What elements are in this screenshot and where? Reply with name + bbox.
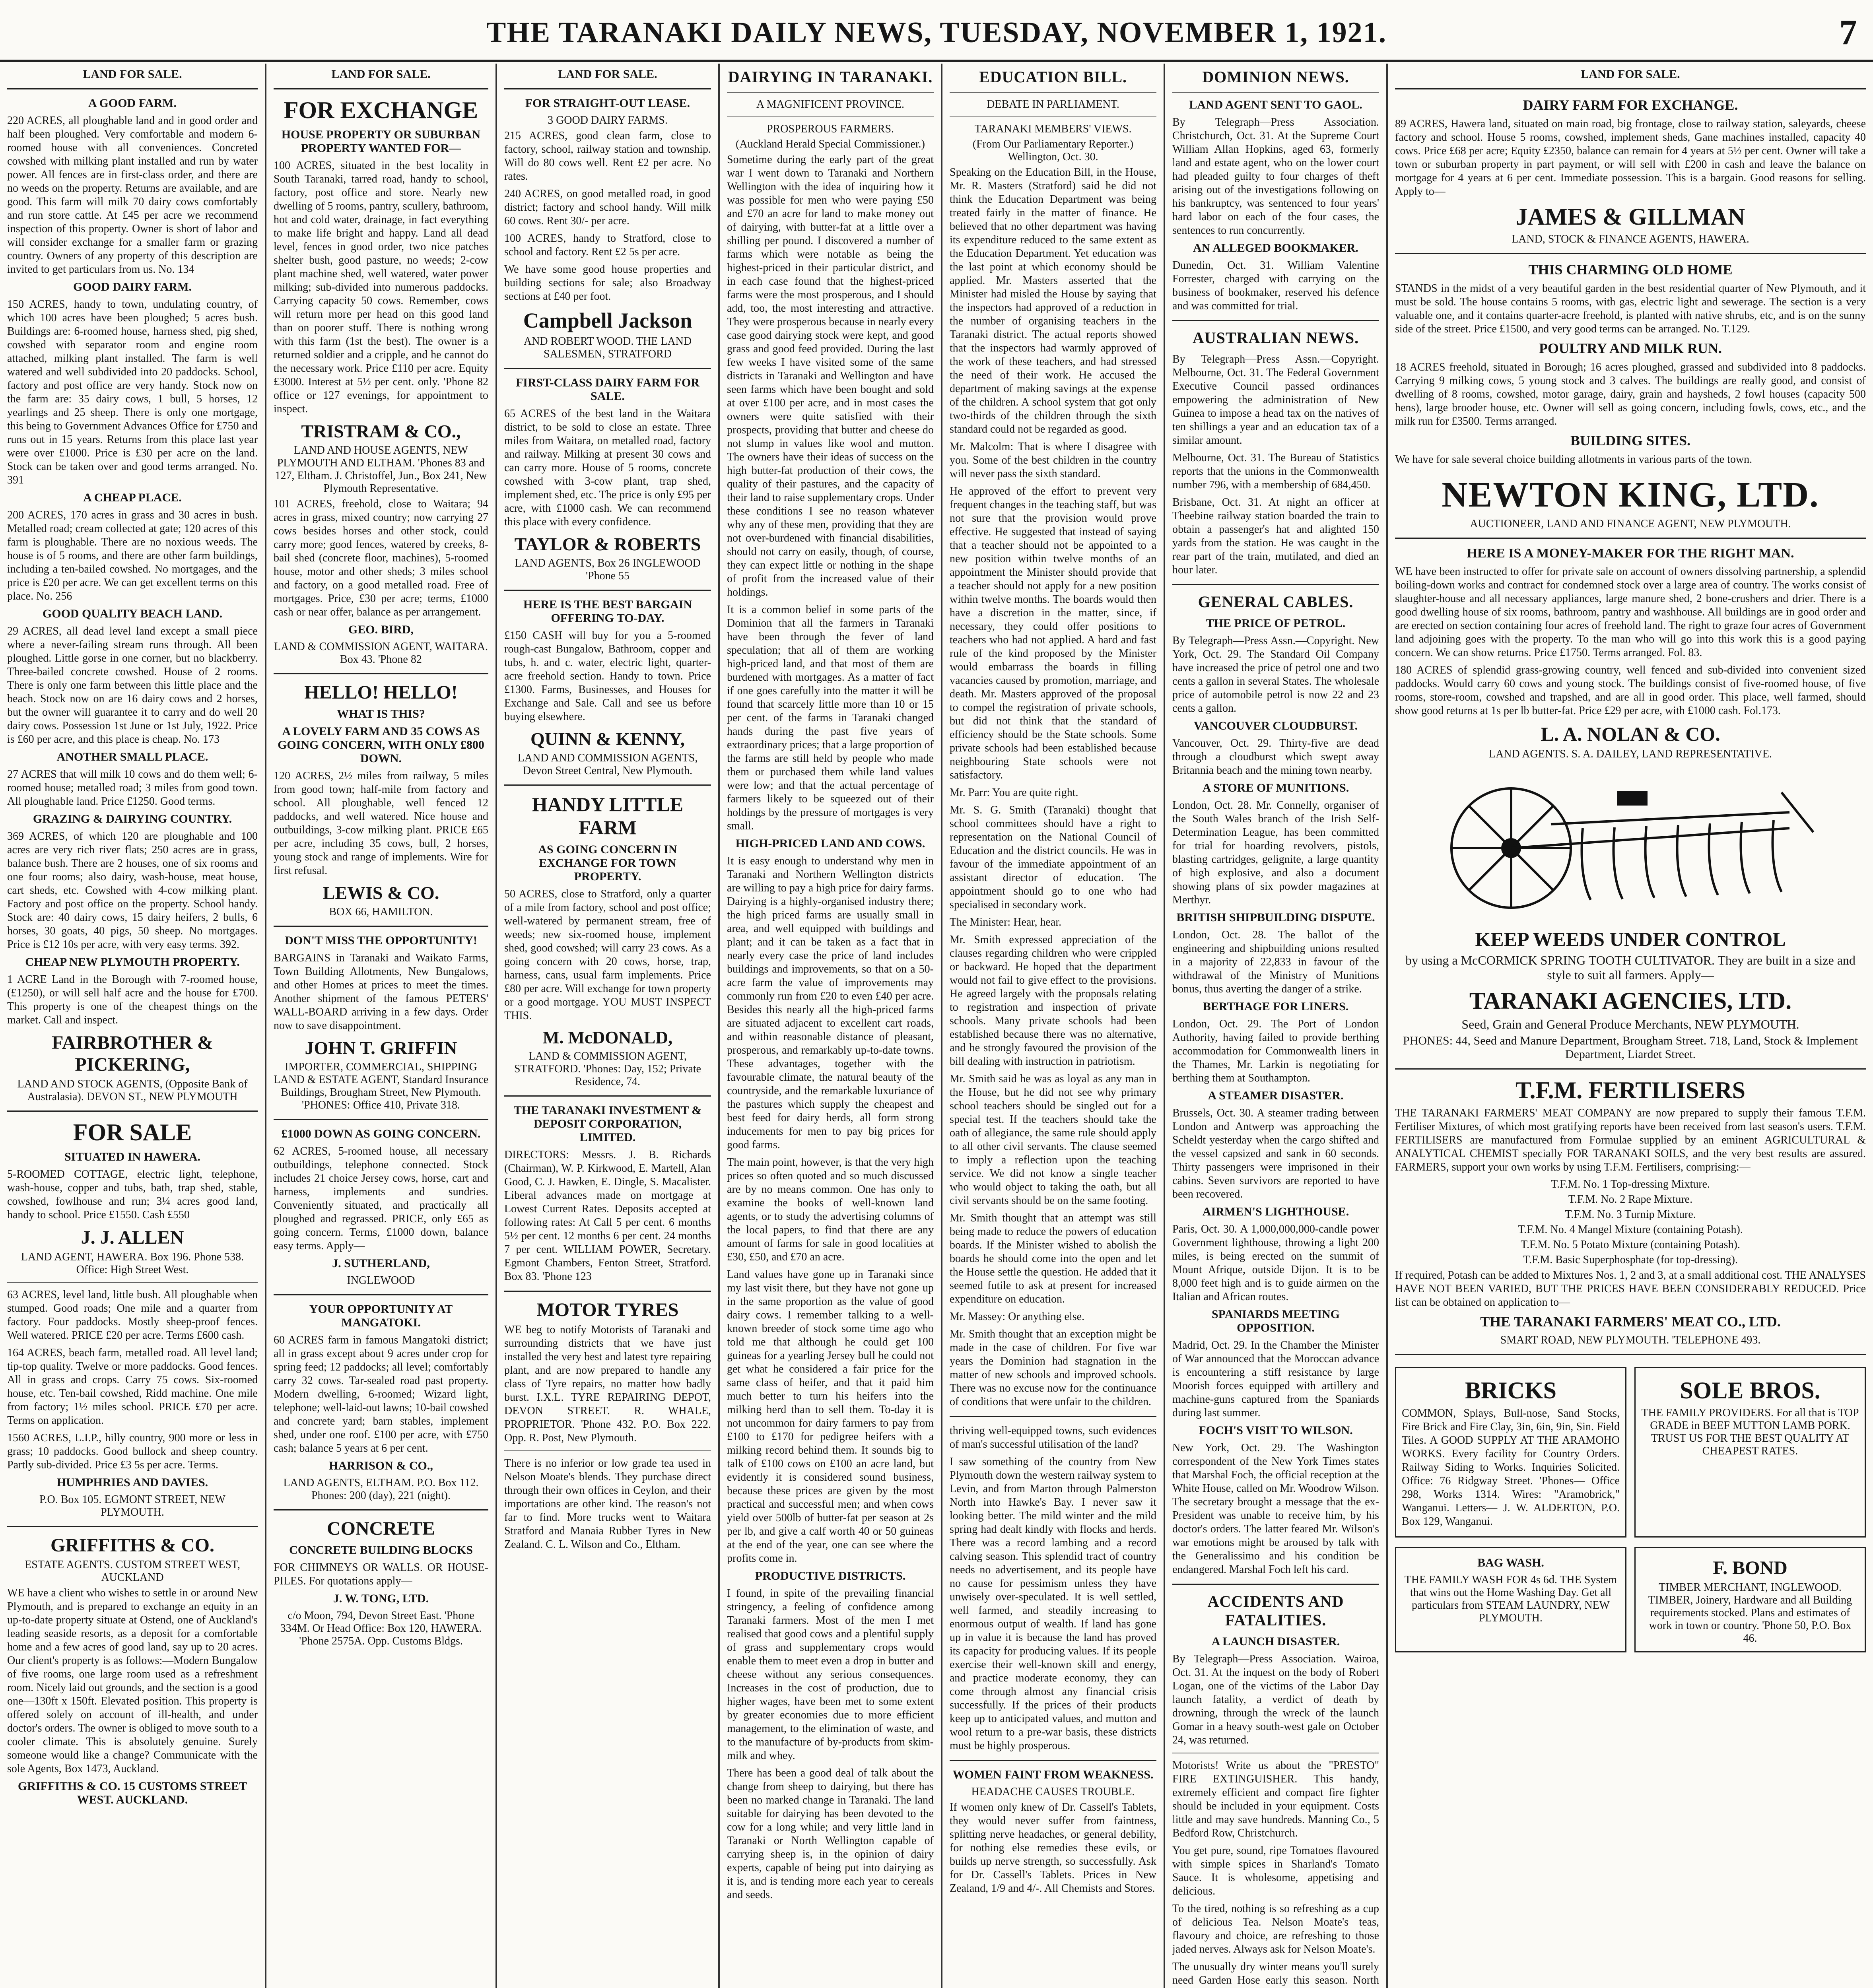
agent-name: J. SUTHERLAND, <box>332 1257 430 1270</box>
article-title: ACCIDENTS AND FATALITIES. <box>1207 1592 1344 1629</box>
tfm-heading: T.F.M. FERTILISERS <box>1515 1077 1746 1103</box>
article-paragraph: The main point, however, is that the very high prices so often quoted and so much discussed are by no means common. One has only to examine the books of well-known land agents, or to study the advertising columns of the local papers, to find that there are any amount of farms for sale in good localities at £30, £50, and £70 an acre. <box>727 1156 934 1263</box>
agent-name: J. W. TONG, LTD. <box>333 1592 429 1605</box>
column-4: DAIRYING IN TARANAKI. A MAGNIFICENT PROVINCE. PROSPEROUS FARMERS. (Auckland Herald Special Commissioner.) Sometime during the early part of the great war I went down to Taranaki and Northern Wellington with the idea of inquiring how it was possible for men who were paying £50 and £70 an acre for land to make money out of dairying, with butter-fat at a little over a shilling per pound. I discovered a number of farms which were notable as being the highest-priced in their particular district, and in each case found that the highest-priced farms were the most prosperous, and I should add, too, the most interesting and attractive. They were prosperous because in nearly every case good dairying stock were kept, and good grass and good feed provided. During the last few weeks I have visited some of the same districts in Taranaki and Wellington and have seen farms which have been bought and sold at over £100 per acre, and in most cases the owners were quite satisfied with their prospects, providing that butter and cheese do not slump in values like wool and mutton. The owners have their ideas of success on the high butter-fat production of their cows, the quality of their pastures, and the capacity of their land to raise supplementary crops. Under these conditions I see no reason whatever why any of these men, providing that they are not over-burdened with financial disabilities, should not carry on easily, though, of course, they can expect little or nothing in the shape of profit from the increased value of their holdings. It is a common belief in some parts of the Dominion that all the farmers in Taranaki have been through the fever of land speculation; that all of them are working high-priced land, and that most of them are burdened with mortgages. As a matter of fact if one goes carefully into the matter it will be found that scarcely little more than 10 or 15 per cent. of the farms in Taranaki changed hands during the past five years of extraordinary prices; that a large proportion of the farms are still held by people who made them or purchased them while land values were low; and that the actual percentage of farmers likely to be squeezed out of their holdings by the pressure of mortgages is very small. HIGH-PRICED LAND AND COWS. It is easy enough to understand why men in Taranaki and Northern Wellington districts are willing to pay a high price for dairy farms. Dairying is a highly-organised industry there; the high priced farms are usually small in area, and well equipped with buildings and plant; and it can be taken as a fact that in nearly every case the price of land includes buildings and improvements, so that on a 50-acre farm the value of improvements may commonly run from £20 to even £40 per acre. Besides this nearly all the high-priced farms are situated adjacent to excellent cart roads, and within reasonable distance of pleasant, prosperous, and remarkably up-to-date towns. These advantages, together with the favourable climate, the natural beauty of the countryside, and the remarkable luxuriance of the pastures which supply the cheapest and best feed for dairy herds, all form strong inducements for men to pay big prices for good farms. The main point, however, is that the very high prices so often quoted and so much discussed are by no means common. One has only to examine the books of well-known land agents, or to study the advertising columns of the local papers, to find that there are any amount of farms for sale in good localities at £30, £50, and £70 an acre. Land values have gone up in Taranaki since my last visit there, but they have not gone up in the same proportion as the value of good dairy cows. I remember talking to a well-known breeder of stock some time ago who told me that although he could get 100 guineas for a yearling Jersey bull he could not get what he considered a fair price for the same class of heifer, and that it paid him much better to turn his heifers into the milking herd than to sell them. To-day it is not uncommon for dairy farmers to pay from £100 to £170 for pedigree heifers with a milking record behind them. It sounds big to talk of £100 cows on £100 an acre land, but evidently it is considered sound business, because these prices are given by the most practical and successful men; and when cows yield over 500lb of butter-fat per season at 2s per lb, and give a calf worth 40 or 50 guineas at the end of the year, one can see where the profits come in. PRODUCTIVE DISTRICTS. I found, in spite of the prevailing financial stringency, a feeling of confidence among Taranaki farmers. Most of the men I met realised that good cows and a plentiful supply of grass and supplementary crops would enable them to meet even a drop in butter and cheese without any serious consequences. Increases in the cost of production, due to higher wages, have been met to some extent by greater economies due to more efficient management, to the elimination of waste, and to the manufacture of by-products from skim-milk and whey. There has been a good deal of talk about the change from sheep to dairying, but there has been no marked change in Taranaki. The land suitable for dairying has been devoted to the cow for a long while; and very little land in Taranaki or North Wellington capable of carrying sheep is, in the opinion of dairy experts, capable of being put into dairying as it is, and is tending more each year to cereals and seeds. <box>720 64 942 1988</box>
article-paragraph: Mr. Malcolm: That is where I disagree with you. Some of the best children in the country will never pass the sixth standard. <box>950 441 1156 480</box>
concrete-heading: CONCRETE <box>326 1518 435 1539</box>
column-7: LAND FOR SALE. DAIRY FARM FOR EXCHANGE. 89 ACRES, Hawera land, situated on main road, big frontage, close to railway station, saleyards, cheese factory and school. House 5 rooms, cowshed, implement sheds, Gane machines installed, capacity 40 cows. Price £68 per acre; Equity £2350, balance can remain for 4 years at 5½ per cent. Owner will take a town or suburban property in part payment, or will sell with £200 in cash and leave the balance on mortgage for 4 years at 6 per cent. Immediate possession. This is a bargain. Good reasons for selling. Apply to— JAMES & GILLMAN LAND, STOCK & FINANCE AGENTS, HAWERA. THIS CHARMING OLD HOME STANDS in the midst of a very beautiful garden in the best residential quarter of New Plymouth, and it must be sold. The house contains 5 rooms, with gas, electric light and sewerage. The section is a very valuable one, and it contains quarter-acre freehold, is planted with native shrubs, etc, and is on the sunny side of the street. Price £1500, and very good terms can be arranged. No. T.129. POULTRY AND MILK RUN. 18 ACRES freehold, situated in Borough; 16 acres ploughed, grassed and subdivided into 8 paddocks. Carrying 9 milking cows, 5 young stock and 3 calves. The buildings are really good, and consist of dwelling of 8 rooms, cowshed, motor garage, dairy, grain and haysheds, 2 fowl houses (capacity 500 hens), large brooder house, etc. Owner will sell as going concern, including fowls, cows, etc., and the milk run for £3500. Terms arranged. BUILDING SITES. We have for sale several choice building allotments in various parts of the town. NEWTON KING, LTD. AUCTIONEER, LAND AND FINANCE AGENT, NEW PLYMOUTH. HERE IS A MONEY-MAKER FOR THE RIGHT MAN. WE have been instructed to offer for private sale on account of owners dissolving partnership, a splendid boiling-down works and contract for condemned stock over a large area of country. The works consist of slaughter-house and all necessary appliances, large manure shed, 2 bone-crushers and drier. There is a good dwelling house of six rooms, bathroom, pantry and washhouse. All buildings are in good order and are erected on section containing four acres of freehold land. The right to graze four acres of Government land adjoining goes with the property. To the man who will go into this work this is a good paying concern. We can show returns. Price £1750. Terms arranged. Fol. 83. 180 ACRES of splendid grass-growing country, well fenced and sub-divided into convenient sized paddocks. Would carry 60 cows and young stock. The buildings consist of five-roomed house, of five rooms, store-room, cowshed and trapshed, and are all in good order. This place, well farmed, should show good returns at 1s per lb butter-fat. Price £29 per acre, with £1000 cash. Fol.173. L. A. NOLAN & CO. LAND AGENTS. S. A. DAILEY, LAND REPRESENTATIVE. KEEP WEEDS UNDER CONTROL by using a McCORMICK SPRING TOOTH CULTIVATOR. They are built in a size and style to suit all farmers. Apply— TARANAKI AGENCIES, LTD. Seed, Grain and General Produce Merchants, NEW PLYMOUTH. PHONES: 44, Seed and Manure Department, Brougham Street. 718, Land, Stock & Implement Department, Liardet Street. T.F.M. FERTILISERS THE TARANAKI FARMERS' MEAT COMPANY are now prepared to supply their famous T.F.M. Fertiliser Mixtures, of which most gratifying reports have been received from last season's users. T.F.M. FERTILISERS are manufactured from Formulae supplied by an eminent AGRICULTURAL & ANALYTICAL CHEMIST specially FOR TARANAKI SOILS, and the very best results are assured. FARMERS, support your own works by using T.F.M. Fertilisers, comprising:— T.F.M. No. 1 Top-dressing Mixture. T.F.M. No. 2 Rape Mixture. T.F.M. No. 3 Turnip Mixture. T.F.M. No. 4 Mangel Mixture (containing Potash). T.F.M. No. 5 Potato Mixture (containing Potash). T.F.M. Basic Superphosphate (for top-dressing). If required, Potash can be added to Mixtures Nos. 1, 2 and 3, at a small additional cost. THE ANALYSES HAVE NOT BEEN VARIED, BUT THE PRICES HAVE BEEN CONSIDERABLY REDUCED. Price list can be obtained on application to— THE TARANAKI FARMERS' MEAT CO., LTD. SMART ROAD, NEW PLYMOUTH. 'TELEPHONE 493. BRICKS COMMON, Splays, Bull-nose, Sand Stocks, Fire Brick and Fire Clay, 3in, 6in, 9in, Sin. Field Tiles. A GOOD SUPPLY AT THE ARAMOHO WORKS. Every facility for Country Orders. Railway Siding to Works. Inquiries Solicited. Office: 76 Ridgway Street. 'Phones— Office 298, Works 1314. Wires: "Aramobrick," Wanganui. Letters— J. W. ALDERTON, P.O. Box 129, Wanganui. SOLE BROS. THE FAMILY PROVIDERS. For all that is TOP GRADE in BEEF MUTTON LAMB PORK. TRUST US FOR THE BEST QUALITY AT CHEAPEST RATES. BAG WASH. THE FAMILY WASH FOR 4s 6d. THE System that wins out the Home Washing Day. Get all particulars from STEAM LAUNDRY, NEW PLYMOUTH. F. BOND TIMBER MERCHANT, INGLEWOOD. TIMBER, Joinery, Hardware and all Building requirements stocked. Plans and estimates of work in town or country. 'Phone 50, P.O. Box 46. <box>1388 64 1873 1988</box>
agent-name: LEWIS & CO. <box>323 883 439 903</box>
article-title: DAIRYING IN TARANAKI. <box>728 68 933 86</box>
article-paragraph: Mr. Smith said he was as loyal as any man in the House, but he did not see why primary school teachers should be singled out for a special test. If the teachers should take the oath of allegiance, the same rule should apply to all other civil servants. The clause seemed to imply a reflection upon the teaching service. We did not know a single teacher who would object to taking the oath, but all civil servants should be on the same footing. <box>950 1073 1156 1207</box>
agent-name: JOHN T. GRIFFIN <box>305 1038 457 1058</box>
bag-wash-advert: BAG WASH. THE FAMILY WASH FOR 4s 6d. THE System that wins out the Home Washing Day. Get all particulars from STEAM LAUNDRY, NEW PLYMOUTH. <box>1395 1547 1626 1652</box>
bond-advert: F. BOND TIMBER MERCHANT, INGLEWOOD. TIMBER, Joinery, Hardware and all Building requirements stocked. Plans and estimates of work in town or country. 'Phone 50, P.O. Box 46. <box>1634 1547 1866 1652</box>
agent-name: L. A. NOLAN & CO. <box>1541 723 1720 745</box>
hello-heading: HELLO! HELLO! <box>304 682 458 703</box>
column-2: LAND FOR SALE. FOR EXCHANGE HOUSE PROPERTY OR SUBURBAN PROPERTY WANTED FOR— 100 ACRES, situated in the best locality in South Taranaki, tarred road, handy to school, factory, post office and store. Nearly new dwelling of 5 rooms, pantry, scullery, bathroom, hot and cold water, drainage, in fact everything to make life bright and happy. Land all dead level, fences in good order, two nice patches shelter bush, good pasture, no weeds; 2-cow plant machine shed, well watered, water power milking; sub-divided into numerous paddocks. Carrying capacity 50 cows. Remember, cows will return more per head on this good land than on poorer stuff. There is nothing wrong with this farm (1st the best). The owner is a returned soldier and a cripple, and he cannot do the necessary work. Price £110 per acre. Equity £3000. Interest at 5½ per cent. only. 'Phone 82 office or 127 evenings, for appointment to inspect. TRISTRAM & CO., LAND AND HOUSE AGENTS, NEW PLYMOUTH AND ELTHAM. 'Phones 83 and 127, Eltham. J. Christoffel, Jun., Box 241, New Plymouth Representative. 101 ACRES, freehold, close to Waitara; 94 acres in grass, mixed country; now carrying 27 cows besides horses and other stock, could carry more; good fences, watered by creeks, 8-bail shed (concrete floor, machines), 5-roomed house, motor and other sheds; 3 miles school and factory, on a good metalled road. Free of mortgages. Price, £30 per acre; terms, £1000 cash or near offer, balance as per arrangement. GEO. BIRD, LAND & COMMISSION AGENT, WAITARA. Box 43. 'Phone 82 HELLO! HELLO! WHAT IS THIS? A LOVELY FARM AND 35 COWS AS GOING CONCERN, WITH ONLY £800 DOWN. 120 ACRES, 2½ miles from railway, 5 miles from good town; half-mile from factory and school. All ploughable, well fenced 12 paddocks, and well watered. Nice house and outbuildings, 3-cow milking plant. PRICE £65 per acre, including 35 cows, bull, 2 horses, young stock and range of implements. Wire for first refusal. LEWIS & CO. BOX 66, HAMILTON. DON'T MISS THE OPPORTUNITY! BARGAINS in Taranaki and Waikato Farms, Town Building Allotments, New Bungalows, and other Homes at prices to meet the times. Another shipment of the famous PETERS' WALL-BOARD arriving in a few days. Order now to save disappointment. JOHN T. GRIFFIN IMPORTER, COMMERCIAL, SHIPPING LAND & ESTATE AGENT, Standard Insurance Buildings, Brougham Street, New Plymouth. 'PHONES: Office 410, Private 318. £1000 DOWN AS GOING CONCERN. 62 ACRES, 5-roomed house, all necessary outbuildings, telephone connected. Stock includes 21 choice Jersey cows, horse, cart and harness, implements and sundries. Conveniently situated, and practically all ploughed and regrassed. PRICE, only £65 as going concern. Terms, £1000 down, balance easy terms. Apply— J. SUTHERLAND, INGLEWOOD YOUR OPPORTUNITY AT MANGATOKI. 60 ACRES farm in famous Mangatoki district; all in grass except about 9 acres under crop for spring feed; 12 paddocks; all level; comfortably carry 32 cows. Tar-sealed road past property. Modern dwelling, 6-roomed; Wizard light, telephone; well-laid-out lawns; 10-bail cowshed and concrete yard; barn stables, implement shed, under one roof. £100 per acre, with £750 cash; balance 5 years at 6 per cent. HARRISON & CO., LAND AGENTS, ELTHAM. P.O. Box 112. Phones: 200 (day), 221 (night). CONCRETE CONCRETE BUILDING BLOCKS FOR CHIMNEYS OR WALLS. OR HOUSE-PILES. For quotations apply— J. W. TONG, LTD. c/o Moon, 794, Devon Street East. 'Phone 334M. Or Head Office: Box 120, HAWERA. 'Phone 2575A. Opp. Customs Bldgs. <box>266 64 497 1988</box>
list-item: T.F.M. No. 1 Top-dressing Mixture. <box>1551 1178 1710 1190</box>
listing-block: GOOD QUALITY BEACH LAND. 29 ACRES, all dead level land except a small piece where a never-failing stream runs through. All been ploughed. Little gorse in one corner, but no blackberry. Three-bailed concrete cowshed. House of 2 rooms. There is only one farm between this little place and the beach. Stock now on are 16 dairy cows and 2 horses, but the owner will guarantee it to carry and do well 20 dairy cows. Possession 1st June or 1st July, 1922. Price is £60 per acre, and this place is cheap. No. 173 <box>7 607 258 746</box>
list-item: T.F.M. Basic Superphosphate (for top-dressing). <box>1523 1254 1738 1266</box>
agent-name: GRIFFITHS & CO. <box>50 1535 215 1556</box>
page-number: 7 <box>1839 13 1857 52</box>
cultivator-illustration <box>1432 769 1829 920</box>
listing-block: CHEAP NEW PLYMOUTH PROPERTY. 1 ACRE Land in the Borough with 7-roomed house, (£1250), or will sell half acre and the house for £700. This property is one of the cheapest things on the market. Call and inspect. <box>7 955 258 1026</box>
list-item: T.F.M. No. 5 Potato Mixture (containing Potash). <box>1521 1239 1740 1251</box>
agent-name: FAIRBROTHER & PICKERING, <box>52 1032 213 1075</box>
weeds-heading: KEEP WEEDS UNDER CONTROL <box>1475 928 1786 950</box>
list-item: T.F.M. No. 4 Mangel Mixture (containing Potash). <box>1518 1223 1743 1236</box>
agent-name: HUMPHRIES AND DAVIES. <box>56 1476 208 1489</box>
article-paragraph: Mr. Smith thought that an exception might be made in the case of children. For five war years the Dominion had stagnation in the matter of new schools and improved schools. There was no excuse now for the continuance of conditions that were unfair to the children. <box>950 1328 1156 1408</box>
article-paragraph: Mr. S. G. Smith (Taranaki) thought that school committees should have a right to representation on the National Council of Education and the district councils. He was in favour of the immediate appointment of an assistant director of education. The appointment should go to one who had specialised in secondary work. <box>950 804 1156 911</box>
article-paragraph: It is a common belief in some parts of the Dominion that all the farmers in Taranaki have been through the fever of land speculation; that all of them are working high-priced land, and that most of them are burdened with mortgages. As a matter of fact if one goes carefully into the matter it will be found that scarcely little more than 10 or 15 per cent. of the farms in Taranaki changed hands during the past five years of extraordinary prices; that a large proportion of the farms are still held by people who made them or purchased them while land values were low; and that the actual percentage of farmers likely to be squeezed out of their holdings by the pressure of mortgages is very small. <box>727 604 934 832</box>
article-paragraph: Mr. Parr: You are quite right. <box>950 786 1078 799</box>
section-heading: LAND FOR SALE. <box>331 68 431 81</box>
column-3: LAND FOR SALE. FOR STRAIGHT-OUT LEASE. 3 GOOD DAIRY FARMS. 215 ACRES, good clean farm, close to factory, school, railway station and township. Will do 80 cows well. Rent £2 per acre. No rates. 240 ACRES, on good metalled road, in good district; factory and school handy. Will milk 60 cows. Rent 30/- per acre. 100 ACRES, handy to Stratford, close to school and factory. Rent £2 5s per acre. We have some good house properties and building sections for sale; also Broadway sections at £40 per foot. Campbell Jackson AND ROBERT WOOD. THE LAND SALESMEN, STRATFORD FIRST-CLASS DAIRY FARM FOR SALE. 65 ACRES of the best land in the Waitara district, to be sold to close an estate. Three miles from Waitara, on metalled road, factory and railway. Milking at present 30 cows and can carry more. House of 5 rooms, concrete cowshed with 3-cow plant, trap shed, implement shed, etc. The price is only £95 per acre, with £1000 cash. We can recommend this place with every confidence. TAYLOR & ROBERTS LAND AGENTS, Box 26 INGLEWOOD 'Phone 55 HERE IS THE BEST BARGAIN OFFERING TO-DAY. £150 CASH will buy for you a 5-roomed rough-cast Bungalow, Bathroom, copper and tubs, h. and c. water, electric light, quarter-acre freehold section. Handy to town. Price £1300. Farms, Businesses, and Houses for Exchange and Sale. Call and see us before buying elsewhere. QUINN & KENNY, LAND AND COMMISSION AGENTS, Devon Street Central, New Plymouth. HANDY LITTLE FARM AS GOING CONCERN IN EXCHANGE FOR TOWN PROPERTY. 50 ACRES, close to Stratford, only a quarter of a mile from factory, school and post office; well-watered by permanent stream, free of weeds; new six-roomed house, implement shed, good cowshed; will carry 23 cows. As a going concern with 20 cows, horse, trap, harness, cans, usual farm implements. Price £80 per acre. Will exchange for town property or a good mortgage. YOU MUST INSPECT THIS. M. McDONALD, LAND & COMMISSION AGENT, STRATFORD. 'Phones: Day, 152; Private Residence, 74. THE TARANAKI INVESTMENT & DEPOSIT CORPORATION, LIMITED. DIRECTORS: Messrs. J. B. Richards (Chairman), W. P. Kirkwood, E. Martell, Alan Good, C. J. Hawken, E. Dingle, S. Macalister. Liberal advances made on mortgage at Lowest Current Rates. Deposits accepted at following rates: At Call 5 per cent. 6 months 5½ per cent. 12 months 6 per cent. 24 months 7 per cent. WILLIAM POWER, Secretary. Egmont Chambers, Fenton Street, Stratford. Box 83. 'Phone 123 MOTOR TYRES WE beg to notify Motorists of Taranaki and surrounding districts that we have just installed the very best and latest tyre repairing plant, and are now prepared to handle any class of Tyre repairs, no matter how badly burst. I.X.L. TYRE REPAIRING DEPOT, DEVON STREET. R. WHALE, PROPRIETOR. 'Phone 432. P.O. Box 222. Opp. R. Post, New Plymouth. There is no inferior or low grade tea used in Nelson Moate's blends. They purchase direct through their own offices in Ceylon, and their importations are other kind. The reason's not far to find. More trucks went to Waitara Stratford and Manaia Rubber Tyres in New Zealand. C. L. Wilson and Co., Eltham. <box>497 64 720 1988</box>
article-paragraph: Sometime during the early part of the great war I went down to Taranaki and Northern Wellington with the idea of inquiring how it was possible for men who were paying £50 and £70 an acre for land to make money out of dairying, with butter-fat at a little over a shilling per pound. I discovered a number of farms which were notable as being the highest-priced in their particular district, and in each case found that the highest-priced farms were the most prosperous, and I should add, too, the most interesting and attractive. They were prosperous because in nearly every case good dairying stock were kept, and good grass and good feed provided. During the last few weeks I have visited some of the same districts in Taranaki and Wellington and have seen farms which have been bought and sold at over £100 per acre, and in most cases the owners were quite satisfied with their prospects, providing that butter and cheese do not slump in values like wool and mutton. The owners have their ideas of success on the high butter-fat production of their cows, the quality of their pastures, and the capacity of their land to raise supplementary crops. Under these conditions I see no reason whatever why any of these men, providing that they are not over-burdened with financial disabilities, should not carry on easily, though, of course, they can expect little or nothing in the shape of profit from the increased value of their holdings. <box>727 153 934 598</box>
listing-text: 164 ACRES, beach farm, metalled road. All level land; tip-top quality. Twelve or more paddocks. Good fences. All in grass and crops. Carry 75 cows. Six-roomed house, etc. Ten-bail cowshed, Ridd machine. One mile from factory; 1½ miles school. PRICE £70 per acre. Terms on application. <box>7 1347 258 1427</box>
agent-name: J. J. ALLEN <box>81 1227 184 1248</box>
article-paragraph: Mr. Smith expressed appreciation of the clauses regarding children who were crippled or backward. He hoped that the department would not fail to give effect to the provisions. He agreed largely with the proposals relating to registration and inspection of private schools. Many private schools had been established because there was no alternative, and he strongly favoured the provision of the bill dealing with instruction in patriotism. <box>950 934 1156 1068</box>
listing-block: GOOD DAIRY FARM. 150 ACRES, handy to town, undulating country, of which 100 acres have been ploughed; 5 acres bush. Buildings are: 6-roomed house, harness shed, pig shed, cowshed with separator room and engine room attached, milking plant installed. The farm is well watered and well subdivided into 20 paddocks. School, factory and post office are very handy. Stock now on the farm are: 35 dairy cows, 1 bull, 5 horses, 12 yearlings and 25 sheep. There is only one mortgage, this being to Government Advances Office for £750 and runs out in 15 years. Returns from this place last year were over £1000. Price is £30 per acre on the land. Stock can be taken over and good terms arranged. No. 391 <box>7 280 258 486</box>
bottom-adverts <box>1395 1362 1866 1542</box>
listing-block: A GOOD FARM. 220 ACRES, all ploughable land and in good order and half been ploughed. Very comfortable and modern 6-roomed house with all conveniences. Concreted cowshed with milking plant installed and run by water power. All fences are in first-class order, and there are no weeds on the property. Returns are available, and are good. This farm will milk 70 dairy cows comfortably and run store cattle. At £45 per acre we recommend inspection of this property. Owner is short of labor and will consider exchange for a smaller farm or grazing country. Owners of any property of this description are invited to get particulars from us. No. 134 <box>7 97 258 276</box>
article-title: DOMINION NEWS. <box>1202 68 1349 86</box>
advert-heading: WOMEN FAINT FROM WEAKNESS. <box>952 1768 1154 1781</box>
article-paragraph: Mr. Massey: Or anything else. <box>950 1310 1085 1323</box>
article-title: GENERAL CABLES. <box>1198 593 1354 611</box>
listing-text: 215 ACRES, good clean farm, close to factory, school, railway station and township. Will do 80 cows well. Rent £2 per acre. No rates. <box>504 130 711 182</box>
article-subhead: HIGH-PRICED LAND AND COWS. <box>735 837 925 850</box>
article-paragraph: Speaking on the Education Bill, in the House, Mr. R. Masters (Stratford) said he did not think the Education Department was being treated fairly in the matter of finance. He believed that no other department was having its expenditure reduced to the same extent as the Education Department. Yet education was the last point at which economy should be applied. Mr. Masters asserted that the Minister had misled the House by saying that the inspectors had approved of a reduction in the number of organising teachers in the Taranaki district. The actual reports showed that the inspectors had warmly approved of the work of these teachers, and had stressed the need of their work. He accused the department of making savings at the expense of the children. A school system that got only two-thirds of the children through the sixth standard could not be regarded as good. <box>950 166 1156 435</box>
agent-name: NEWTON KING, LTD. <box>1442 475 1819 514</box>
agent-name: TARANAKI AGENCIES, LTD. <box>1469 988 1792 1014</box>
bottom-adverts-2 <box>1395 1542 1866 1657</box>
listing-text: 240 ACRES, on good metalled road, in good district; factory and school handy. Will milk 60 cows. Rent 30/- per acre. <box>504 188 711 227</box>
article-paragraph: He approved of the effort to prevent very frequent changes in the teaching staff, but was not sure that the provision would prove effective. He suggested that instead of saying that a teacher should not be appointed to a new position within twelve months of an appointment the Minister should provide that a teacher should not apply for a new position within twelve months. The boards would then have a discretion in the matter, since, if necessary, they could offer positions to teachers who had not applied. A hard and fast rule of the kind proposed by the Minister would embarrass the boards in filling vacancies caused by promotion, marriage, and death. Mr. Masters approved of the proposal to compel the registration of private schools, but did not think that the standard of efficiency should be the State schools. Some private schools had been established because neighbouring State schools were not satisfactory. <box>950 485 1156 781</box>
agent-name: M. McDONALD, <box>542 1028 673 1047</box>
column-6: DOMINION NEWS. LAND AGENT SENT TO GAOL. By Telegraph—Press Association. Christchurch, Oct. 31. At the Supreme Court William Allan Hopkins, aged 63, formerly land and estate agent, who on the lower court had pleaded guilty to four charges of theft arising out of the investigations following on his bankruptcy, was sentenced to four years' hard labor on each of the four cases, the sentences to run concurrently. AN ALLEGED BOOKMAKER. Dunedin, Oct. 31. William Valentine Forrester, charged with carrying on the business of bookmaker, reserved his defence and was committed for trial. AUSTRALIAN NEWS. By Telegraph—Press Assn.—Copyright. Melbourne, Oct. 31. The Federal Government Executive Council passed ordinances empowering the administration of New Guinea to impose a head tax on the natives of ten shillings a year and an education tax of a similar amount. Melbourne, Oct. 31. The Bureau of Statistics reports that the unions in the Commonwealth number 796, with a membership of 684,450. Brisbane, Oct. 31. At night an officer at Theebine railway station boarded the train to obtain a passenger's hat and alighted 150 yards from the station. He was caught in the rear part of the train, mutilated, and died an hour later. GENERAL CABLES. THE PRICE OF PETROL. By Telegraph—Press Assn.—Copyright. New York, Oct. 29. The Standard Oil Company have increased the price of petrol one and two cents a gallon in several States. The wholesale price of automobile petrol is now 22 and 23 cents a gallon. VANCOUVER CLOUDBURST. Vancouver, Oct. 29. Thirty-five are dead through a cloudburst which swept away Britannia beach and the mining town nearby. A STORE OF MUNITIONS. London, Oct. 28. Mr. Connelly, organiser of the South Wales branch of the Irish Self-Determination League, has been committed for trial for hoarding revolvers, pistols, blasting cartridges, gelignite, a large quantity of high explosive, and also a document showing plans of six powder magazines at Merthyr. BRITISH SHIPBUILDING DISPUTE. London, Oct. 28. The ballot of the engineering and shipbuilding unions resulted in a majority of 22,833 in favour of the withdrawal of the Ministry of Munitions bonus, thus averting the danger of a strike. BERTHAGE FOR LINERS. London, Oct. 29. The Port of London Authority, having failed to provide berthing accommodation for Commonwealth liners in the Thames, Mr. Larkin is negotiating for berthing them at Southampton. A STEAMER DISASTER. Brussels, Oct. 30. A steamer trading between London and Antwerp was approaching the Scheldt yesterday when the cargo shifted and the vessel capsized and sank in 60 seconds. Thirty passengers were imprisoned in their cabins. Seven survivors are reported to have been recovered. AIRMEN'S LIGHTHOUSE. Paris, Oct. 30. A 1,000,000,000-candle power Government lighthouse, throwing a light 200 miles, is being erected on the summit of Mount Afrique, outside Dijon. It is to be 8,000 feet high and is to guide airmen on the Italian and African routes. SPANIARDS MEETING OPPOSITION. Madrid, Oct. 29. In the Chamber the Minister of War announced that the Moroccan advance is encountering a stiff resistance by large Moorish forces equipped with artillery and machine-guns captured from the Spaniards during last summer. FOCH'S VISIT TO WILSON. New York, Oct. 29. The Washington correspondent of the New York Times states that Marshal Foch, the official reception at the White House, called on Mr. Woodrow Wilson. The secretary brought a message that the ex-President was unable to receive him, by his doctor's orders. The latter feared Mr. Wilson's war emotions might be aroused by talk with the Generalissimo and his condition be endangered. Marshal Foch left his card. ACCIDENTS AND FATALITIES. A LAUNCH DISASTER. By Telegraph—Press Association. Wairoa, Oct. 31. At the inquest on the body of Robert Logan, one of the victims of the Labor Day launch fatality, a verdict of death by drowning, through the wreck of the launch Gomar in a heavy south-west gale on October 24, was returned. Motorists! Write us about the "PRESTO" FIRE EXTINGUISHER. This handy, extremely efficient and compact fire fighter should be included in your equipment. Costs little and may save hundreds. Manning Co., 5 Bedford Row, Christchurch. You get pure, sound, ripe Tomatoes flavoured with simple spices in Sharland's Tomato Sauce. It is wholesome, appetising and delicious. To the tired, nothing is so refreshing as a cup of delicious Tea. Nelson Moate's teas, flavoury and choice, are refreshing to those jaded nerves. Always ask for Nelson Moate's. The unusually dry winter means you'll surely need Garden Hose early this season. North <box>1165 64 1388 1988</box>
article-paragraph: I found, in spite of the prevailing financial stringency, a feeling of confidence among Taranaki farmers. Most of the men I met realised that good cows and a plentiful supply of grass and supplementary crops would enable them to meet even a drop in butter and cheese without any serious consequences. Increases in the cost of production, due to higher wages, have been met to some extent by greater economies due to more efficient management, to the elimination of waste, and to the manufacture of by-products from skim-milk and whey. <box>727 1587 934 1762</box>
article-paragraph: It is easy enough to understand why men in Taranaki and Northern Wellington districts are willing to pay a high price for dairy farms. Dairying is a highly-organised industry there; the high priced farms are usually small in area, and well equipped with buildings and plant; and it can be taken as a fact that in nearly every case the price of land includes buildings and improvements, so that on a 50-acre farm the value of improvements may commonly run from £20 to even £40 per acre. Besides this nearly all the high-priced farms are situated adjacent to excellent cart roads, and within reasonable distance of pleasant, prosperous, and remarkably up-to-date towns. These advantages, together with the favourable climate, the natural beauty of the countryside, and the remarkable luxuriance of the pastures which supply the cheapest and best feed for dairy herds, all form strong inducements for men to pay big prices for good farms. <box>727 855 934 1151</box>
agent-name: TAYLOR & ROBERTS <box>514 534 701 554</box>
agent-name: JAMES & GILLMAN <box>1515 204 1745 230</box>
masthead-title: THE TARANAKI DAILY NEWS, TUESDAY, NOVEMBER 1, 1921. <box>486 16 1387 49</box>
bricks-advert: BRICKS COMMON, Splays, Bull-nose, Sand Stocks, Fire Brick and Fire Clay, 3in, 6in, 9in, Sin. Field Tiles. A GOOD SUPPLY AT THE ARAMOHO WORKS. Every facility for Country Orders. Railway Siding to Works. Inquiries Solicited. Office: 76 Ridgway Street. 'Phones— Office 298, Works 1314. Wires: "Aramobrick," Wanganui. Letters— J. W. ALDERTON, P.O. Box 129, Wanganui. <box>1395 1367 1626 1538</box>
agent-name: HARRISON & CO., <box>329 1459 433 1472</box>
agent-address: LAND AND STOCK AGENTS, (Opposite Bank of Australasia). DEVON ST., NEW PLYMOUTH <box>17 1078 248 1103</box>
exchange-heading: FOR EXCHANGE <box>284 97 478 123</box>
article-paragraph: I saw something of the country from New Plymouth down the western railway system to Levin, and from Marton through Palmerston North into Hawke's Bay. I never saw it looking better. The mild winter and the mild spring had dealt kindly with flocks and herds. There was a record lambing and a record calving season. This splendid tract of country needs no advertisement, and its people have no cause for pessimism unless they have unwisely over-speculated. It is well settled, well farmed, and steadily increasing to enormous output of wealth. If land has gone up in value it is because the land has proved its capacity for producing values. If its people exercise their well-known skill and energy, and practice moderate economy, they can come through almost any financial crisis successfully. If the prices of their products keep up to anticipated values, and mutton and wool return to a pre-war basis, these districts must be highly prosperous. <box>950 1456 1156 1752</box>
agent-name: QUINN & KENNY, <box>530 729 685 749</box>
listing-block: A CHEAP PLACE. 200 ACRES, 170 acres in grass and 30 acres in bush. Metalled road; cream collected at gate; 120 acres of this farm is ploughable. There are no noxious weeds. The house is of 5 rooms, and there are other farm buildings, including a ten-bailed cowshed. No mortgages, and the price is £20 per acre. We can get excellent terms on this place. No. 256 <box>7 491 258 602</box>
listing-block: ANOTHER SMALL PLACE. 27 ACRES that will milk 10 cows and do them well; 6-roomed house; metalled road; 3 miles from good town. All ploughable land. Price £1250. Good terms. <box>7 750 258 808</box>
listing-block: GRAZING & DAIRYING COUNTRY. 369 ACRES, of which 120 are ploughable and 100 acres are very rich river flats; 250 acres are in grass, balance bush. There are 2 houses, one of six rooms and one four rooms; also dairy, wash-house, meat house, cart sheds, etc. Cowshed with 4-cow milking plant. Factory and post office on the property. School handy. Stock are: 40 dairy cows, 15 dairy heifers, 2 bulls, 6 horses, 30 goats, 40 pigs, 50 sheep. No mortgages. Price is £12 10s per acre, with very easy terms. 392. <box>7 812 258 951</box>
listing-text: 1560 ACRES, L.I.P., hilly country, 900 more or less in grass; 10 paddocks. Good bullock and sheep country. Partly sub-divided. Price £3 5s per acre. Terms. <box>7 1432 258 1471</box>
article-title: EDUCATION BILL. <box>979 68 1127 86</box>
article-subhead: PRODUCTIVE DISTRICTS. <box>755 1569 906 1582</box>
listing-text: 63 ACRES, level land, little bush. All ploughable when stumped. Good roads; One mile and a quarter from factory. Four paddocks. Mostly sheep-proof fences. Well watered. PRICE £20 per acre. Terms £600 cash. <box>7 1289 258 1342</box>
agent-name: TRISTRAM & CO., <box>301 421 461 441</box>
section-heading: LAND FOR SALE. <box>558 68 657 81</box>
listing-text: 100 ACRES, handy to Stratford, close to school and factory. Rent £2 5s per acre. <box>504 232 711 258</box>
section-heading: LAND FOR SALE. <box>1581 68 1680 81</box>
list-item: T.F.M. No. 2 Rape Mixture. <box>1568 1193 1693 1206</box>
masthead <box>0 0 1873 62</box>
article-paragraph: The Minister: Hear, hear. <box>950 916 1062 928</box>
forsale-heading: FOR SALE <box>73 1119 192 1145</box>
article-paragraph: Mr. Smith thought that an attempt was still being made to reduce the powers of education boards. If the Minister wished to abolish the boards he should come into the open and let the House settle the question. He added that it seemed futile to ask at present for increased expenditure on education. <box>950 1212 1156 1305</box>
handy-heading: HANDY LITTLE FARM <box>532 793 684 839</box>
article-title: AUSTRALIAN NEWS. <box>1192 329 1359 347</box>
article-paragraph: Land values have gone up in Taranaki since my last visit there, but they have not gone up in the same proportion as the value of good dairy cows. I remember talking to a well-known breeder of stock some time ago who told me that although he could get 100 guineas for a yearling Jersey bull he could not get what he considered a fair price for the same class of heifer, and that it paid him much better to turn his heifers into the milking herd than to sell them. To-day it is not uncommon for dairy farmers to pay from £100 to £170 for pedigree heifers with a milking record behind them. It sounds big to talk of £100 cows on £100 an acre land, but evidently it is considered sound business, because these prices are given by the most practical and successful men; and when cows yield over 500lb of butter-fat per season at 2s per lb, and give a calf worth 40 or 50 guineas at the end of the year, one can see where the profits come in. <box>727 1268 934 1565</box>
list-item: T.F.M. No. 3 Turnip Mixture. <box>1565 1208 1696 1221</box>
sole-bros-advert: SOLE BROS. THE FAMILY PROVIDERS. For all that is TOP GRADE in BEEF MUTTON LAMB PORK. TRUST US FOR THE BEST QUALITY AT CHEAPEST RATES. <box>1634 1367 1866 1538</box>
agent-name: GEO. BIRD, <box>348 623 414 636</box>
column-5: EDUCATION BILL. DEBATE IN PARLIAMENT. TARANAKI MEMBERS' VIEWS. (From Our Parliamentary Reporter.) Wellington, Oct. 30. Speaking on the Education Bill, in the House, Mr. R. Masters (Stratford) said he did not think the Education Department was being treated fairly in the matter of finance. He believed that no other department was having its expenditure reduced to the same extent as the Education Department. Yet education was the last point at which economy should be applied. Mr. Masters asserted that the Minister had misled the House by saying that the inspectors had approved of a reduction in the number of organising teachers in the Taranaki district. The actual reports showed that the inspectors had warmly approved of the work of these teachers, and had stressed the need of their work. He accused the department of making savings at the expense of the children. A school system that got only two-thirds of the children through the sixth standard could not be regarded as good. Mr. Malcolm: That is where I disagree with you. Some of the best children in the country will never pass the sixth standard. He approved of the effort to prevent very frequent changes in the teaching staff, but was not sure that the provision would prove effective. He suggested that instead of saying that a teacher should not be appointed to a new position within twelve months of an appointment the Minister should provide that a teacher should not apply for a new position within twelve months. The boards would then have a discretion in the matter, since, if necessary, they could offer positions to teachers who had not applied. A hard and fast rule of the kind proposed by the Minister would embarrass the boards in filling vacancies caused by promotion, marriage, and death. Mr. Masters approved of the proposal to compel the registration of private schools, but did not think that the standard of efficiency should be the State schools. Some private schools had been established because neighbouring State schools were not satisfactory. Mr. Parr: You are quite right. Mr. S. G. Smith (Taranaki) thought that school committees should have a right to representation on the National Council of Education and the district councils. He was in favour of the immediate appointment of an assistant director of education. The appointment should go to one who had specialised in secondary work. The Minister: Hear, hear. Mr. Smith expressed appreciation of the clauses regarding children who were crippled or backward. He hoped that the department would not fail to give effect to the provisions. He agreed largely with the proposals relating to registration and inspection of private schools. Many private schools had been established because there was no alternative, and he strongly favoured the provision of the bill dealing with instruction in patriotism. Mr. Smith said he was as loyal as any man in the House, but he did not see why primary school teachers should be singled out for a special test. If the teachers should take the oath of allegiance, the same rule should apply to all other civil servants. The clause seemed to imply a reflection upon the teaching service. We did not know a single teacher who would object to taking the oath, but all civil servants should be on the same footing. Mr. Smith thought that an attempt was still being made to reduce the powers of education boards. If the Minister wished to abolish the boards he should come into the open and let the House settle the question. He added that it seemed futile to ask at present for increased expenditure on education. Mr. Massey: Or anything else. Mr. Smith thought that an exception might be made in the case of children. For five war years the Dominion had stagnation in the matter of new schools and improved schools. There was no excuse now for the continuance of conditions that were unfair to the children. thriving well-equipped towns, such evidences of man's successful utilisation of the land? I saw something of the country from New Plymouth down the western railway system to Levin, and from Marton through Palmerston North into Hawke's Bay. I never saw it looking better. The mild winter and the mild spring had dealt kindly with flocks and herds. There was a record lambing and a record calving season. This splendid tract of country needs no advertisement, and its people have no cause for pessimism unless they have unwisely over-speculated. It is well settled, well farmed, and steadily increasing to enormous output of wealth. If land has gone up in value it is because the land has proved its capacity for producing values. If its people exercise their well-known skill and energy, and practice moderate economy, they can come through almost any financial crisis successfully. If the prices of their products keep up to anticipated values, and mutton and wool return to a pre-war basis, these districts must be highly prosperous. WOMEN FAINT FROM WEAKNESS. HEADACHE CAUSES TROUBLE. If women only knew of Dr. Cassell's Tablets, they would never suffer from faintness, splitting nerve headaches, or general debility, for nothing else remedies these evils, or builds up nerve strength, so successfully. Ask for Dr. Cassell's Tablets. Prices in New Zealand, 1/9 and 4/-. All Chemists and Stores. <box>942 64 1165 1988</box>
agent-name: Campbell Jackson <box>523 309 692 332</box>
motor-heading: MOTOR TYRES <box>536 1299 679 1320</box>
corporation-name: THE TARANAKI INVESTMENT & DEPOSIT CORPORATION, LIMITED. <box>513 1104 702 1144</box>
column-1: LAND FOR SALE. A GOOD FARM. 220 ACRES, all ploughable land and in good order and half been ploughed. Very comfortable and modern 6-roomed house with all conveniences. Concreted cowshed with milking plant installed and run by water power. All fences are in first-class order, and there are no weeds on the property. Returns are available, and are good. This farm will milk 70 dairy cows comfortably and run store cattle. At £45 per acre we recommend inspection of this property. Owner is short of labor and will consider exchange for a smaller farm or grazing country. Owners of any property of this description are invited to get particulars from us. No. 134 GOOD DAIRY FARM. 150 ACRES, handy to town, undulating country, of which 100 acres have been ploughed; 5 acres bush. Buildings are: 6-roomed house, harness shed, pig shed, cowshed with separator room and engine room attached, milking plant installed. The farm is well watered and well subdivided into 20 paddocks. School, factory and post office are very handy. Stock now on the farm are: 35 dairy cows, 1 bull, 5 horses, 12 yearlings and 25 sheep. There is only one mortgage, this being to Government Advances Office for £750 and runs out in 15 years. Returns from this place last year were over £1000. Price is £30 per acre on the land. Stock can be taken over and good terms arranged. No. 391 A CHEAP PLACE. 200 ACRES, 170 acres in grass and 30 acres in bush. Metalled road; cream collected at gate; 120 acres of this farm is ploughable. There are no noxious weeds. The house is of 5 rooms, and there are other farm buildings, including a ten-bailed cowshed. No mortgages, and the price is £20 per acre. We can get excellent terms on this place. No. 256 GOOD QUALITY BEACH LAND. 29 ACRES, all dead level land except a small piece where a never-failing stream runs through. All been ploughed. Little gorse in one corner, but no blackberry. Three-bailed concrete cowshed. House of 2 rooms. There is only one farm between this little place and the beach. Stock now on are 16 dairy cows and 2 horses, but the owner will guarantee it to carry and do well 20 dairy cows. Possession 1st June or 1st July, 1922. Price is £60 per acre, and this place is cheap. No. 173 ANOTHER SMALL PLACE. 27 ACRES that will milk 10 cows and do them well; 6-roomed house; metalled road; 3 miles from good town. All ploughable land. Price £1250. Good terms. GRAZING & DAIRYING COUNTRY. 369 ACRES, of which 120 are ploughable and 100 acres are very rich river flats; 250 acres are in grass, balance bush. There are 2 houses, one of six rooms and one four rooms; also dairy, wash-house, meat house, cart sheds, etc. Cowshed with 4-cow milking plant. Factory and post office on the property. School handy. Stock are: 40 dairy cows, 15 dairy heifers, 2 bulls, 6 horses, 30 goats, 40 pigs, 50 sheep. No mortgages. Price is £12 10s per acre, with very easy terms. 392. CHEAP NEW PLYMOUTH PROPERTY. 1 ACRE Land in the Borough with 7-roomed house, (£1250), or will sell half acre and the house for £700. This property is one of the cheapest things on the market. Call and inspect. FAIRBROTHER & PICKERING, LAND AND STOCK AGENTS, (Opposite Bank of Australasia). DEVON ST., NEW PLYMOUTH FOR SALE SITUATED IN HAWERA. 5-ROOMED COTTAGE, electric light, telephone, wash-house, copper and tubs, bath, trap shed, stable, cowshed, fowlhouse and run; 3¼ acres good land, handy to school. Price £1550. Cash £550 J. J. ALLEN LAND AGENT, HAWERA. Box 196. Phone 538. Office: High Street West. 63 ACRES, level land, little bush. All ploughable when stumped. Good roads; One mile and a quarter from factory. Four paddocks. Mostly sheep-proof fences. Well watered. PRICE £20 per acre. Terms £600 cash. 164 ACRES, beach farm, metalled road. All level land; tip-top quality. Twelve or more paddocks. Good fences. All in grass and crops. Carry 75 cows. Six-roomed house, etc. Ten-bail cowshed, Ridd machine. One mile from factory; 1½ miles school. PRICE £70 per acre. Terms on application. 1560 ACRES, L.I.P., hilly country, 900 more or less in grass; 10 paddocks. Good bullock and sheep country. Partly sub-divided. Price £3 5s per acre. Terms. HUMPHRIES AND DAVIES. P.O. Box 105. EGMONT STREET, NEW PLYMOUTH. GRIFFITHS & CO. ESTATE AGENTS. CUSTOM STREET WEST, AUCKLAND WE have a client who wishes to settle in or around New Plymouth, and is prepared to exchange an equity in an up-to-date property situate at Ostend, one of Auckland's leading seaside resorts, as a deposit for a comfortable home and a few acres of good land, say up to 20 acres. Our client's property is as follows:—Modern Bungalow of five rooms, one large room used as a refreshment room. Nicely laid out grounds, and the section is a good one—130ft x 150ft. Elevated position. This property is offered solely on account of ill-health, and under doctor's orders. The owner is obliged to move south to a cooler climate. This is absolutely genuine. Surely someone would like a change? Communicate with the sole Agents, Box 1473, Auckland. GRIFFITHS & CO. 15 CUSTOMS STREET WEST. AUCKLAND. <box>0 64 266 1988</box>
article-paragraph: There has been a good deal of talk about the change from sheep to dairying, but there has been no marked change in Taranaki. The land suitable for dairying has been devoted to the cow for a long while; and very little land in Taranaki or North Wellington capable of carrying sheep is, in the opinion of dairy experts, capable of being put into dairying as it is, and is tending more each year to cereals and seeds. <box>727 1767 934 1901</box>
section-heading: LAND FOR SALE. <box>83 68 182 81</box>
article-paragraph: thriving well-equipped towns, such evidences of man's successful utilisation of the land? <box>950 1425 1156 1450</box>
